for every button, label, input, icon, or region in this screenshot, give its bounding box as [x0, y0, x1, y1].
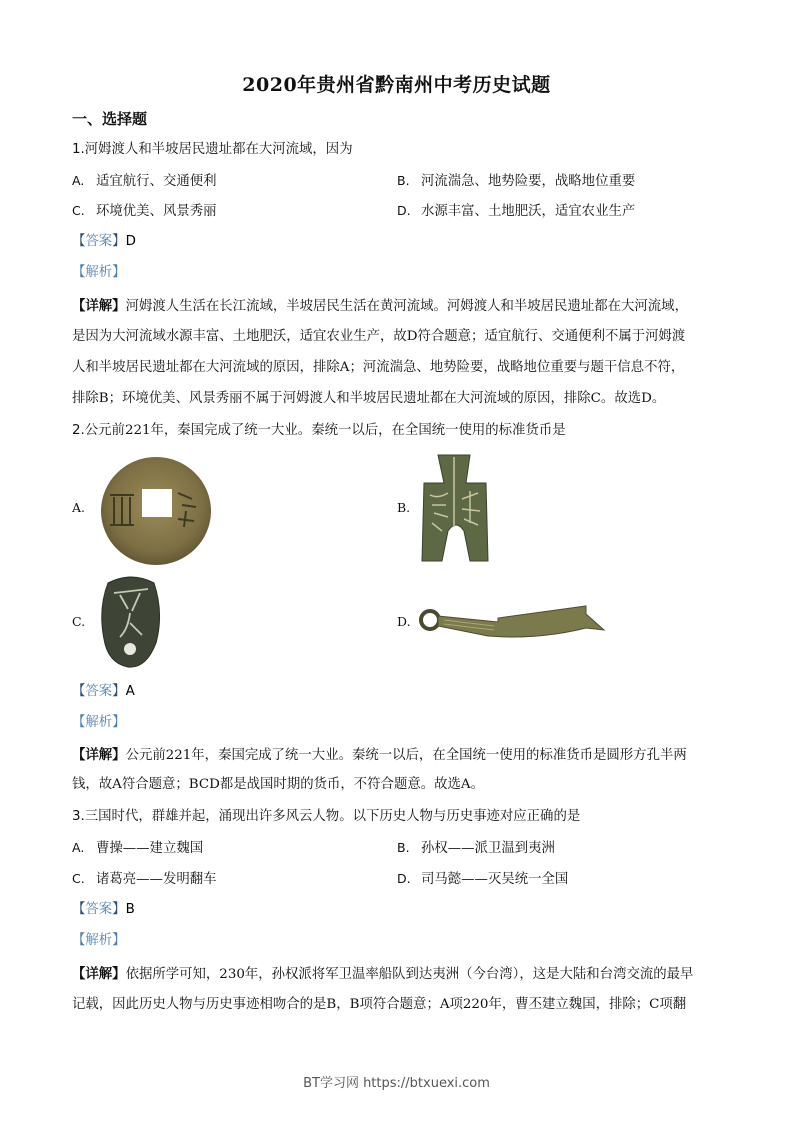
footer-watermark: BT学习网 https://btxuexi.com	[303, 1076, 490, 1091]
q1-answer: 【答案】D	[72, 234, 136, 249]
q2-option-d-label: D.	[397, 614, 411, 629]
q2-option-c-label: C.	[72, 614, 86, 629]
question-2-stem: 2.公元前221年，秦国完成了统一大业。秦统一以后，在全国统一使用的标准货币是	[72, 423, 566, 438]
q3-option-a: A. 曹操——建立魏国	[72, 840, 204, 856]
page-title: 2020年贵州省黔南州中考历史试题	[242, 74, 551, 96]
q3-detail-line-1: 【详解】依据所学可知，230年，孙权派将军卫温率船队到达夷洲（今台湾），这是大陆和台湾交流的最早	[72, 966, 694, 982]
answer-value: D	[125, 234, 136, 249]
q3-option-d: D. 司马懿——灭吴统一全国	[397, 871, 569, 887]
q3-option-b: B. 孙权——派卫温到夷洲	[397, 840, 555, 856]
answer-value: B	[125, 902, 135, 917]
q3-analysis-label: 【解析】	[72, 933, 126, 948]
ant-nose-money-image	[98, 573, 164, 669]
q1-analysis-label: 【解析】	[72, 265, 126, 280]
question-1-stem	[72, 141, 353, 159]
q2-option-a-label: A.	[72, 500, 86, 515]
q2-detail-line-1: 【详解】公元前221年，秦国完成了统一大业。秦统一以后，在全国统一使用的标准货币是圆形方孔半两	[72, 747, 687, 763]
q1-option-b: B. 河流湍急、地势险要，战略地位重要	[397, 173, 636, 189]
question-3-stem: 3.三国时代，群雄并起，涌现出许多风云人物。以下历史人物与历史事迹对应正确的是	[72, 809, 581, 824]
section-heading: 一、选择题	[72, 110, 148, 128]
knife-money-image	[418, 600, 608, 646]
q3-option-c: C. 诸葛亮——发明翻车	[72, 871, 217, 887]
question-stem-text: 河姆渡人和半坡居民遗址都在大河流域，因为	[84, 142, 353, 157]
q3-detail-line-2: 记载，因此历史人物与历史事迹相吻合的是B，B项符合题意；A项220年，曹丕建立魏国，排除；C项翻	[72, 997, 687, 1012]
spade-money-image	[418, 453, 494, 563]
answer-value: A	[125, 684, 135, 699]
q2-analysis-label: 【解析】	[72, 715, 126, 730]
q2-option-b-label: B.	[397, 500, 411, 515]
q1-detail-line-1: 【详解】河姆渡人生活在长江流域，半坡居民生活在黄河流域。河姆渡人和半坡居民遗址都在大河流域，	[72, 298, 688, 314]
q1-detail-line-2: 是因为大河流域水源丰富、土地肥沃，适宜农业生产，故D符合题意；适宜航行、交通便利不属于河姆渡	[72, 329, 686, 344]
q2-answer: 【答案】A	[72, 684, 135, 699]
q1-option-a: A. 适宜航行、交通便利	[72, 173, 217, 189]
question-number: 1.	[72, 142, 85, 157]
q1-option-d: D. 水源丰富、土地肥沃，适宜农业生产	[397, 203, 636, 219]
q2-detail-line-2: 钱，故A符合题意；BCD都是战国时期的货币，不符合题意。故选A。	[72, 777, 484, 792]
q1-detail-line-4: 排除B；环境优美、风景秀丽不属于河姆渡人和半坡居民遗址都在大河流域的原因，排除C。故选D。	[72, 391, 666, 406]
ban-liang-coin-image	[96, 455, 216, 567]
q1-detail-line-3: 人和半坡居民遗址都在大河流域的原因，排除A；河流湍急、地势险要，战略地位重要与题干信息不符，	[72, 360, 685, 375]
q3-answer: 【答案】B	[72, 902, 135, 917]
q1-option-c: C. 环境优美、风景秀丽	[72, 203, 217, 219]
